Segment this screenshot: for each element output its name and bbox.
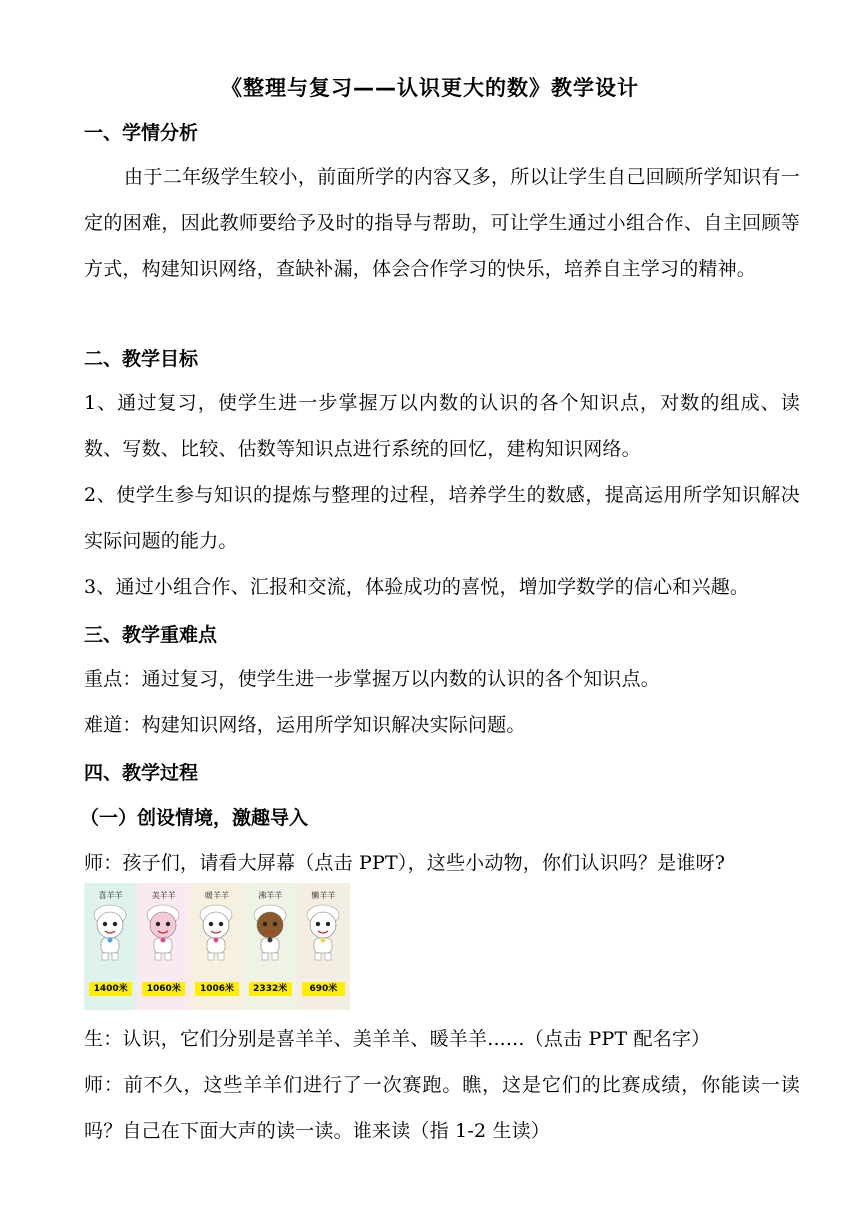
goal-item-2: 2、使学生参与知识的提炼与整理的过程，培养学生的数感，提高运用所学知识解决实际问题的能力。 — [84, 484, 800, 552]
goal-item-1: 1、通过复习，使学生进一步掌握万以内数的认识的各个知识点，对数的组成、读数、写数、比较、估数等知识点进行系统的回忆，建构知识网络。 — [84, 392, 800, 460]
characters-figure — [84, 883, 350, 1010]
analysis-paragraph: 由于二年级学生较小，前面所学的内容又多，所以让学生自己回顾所学知识有一定的困难，因此教师要给予及时的指导与帮助，可让学生通过小组合作、自主回顾等方式，构建知识网络，查缺补漏，体会合作学习的快乐，培养自主学习的精神。 — [84, 166, 800, 280]
character-name: 喜羊羊 — [98, 891, 123, 900]
goal-item-3: 3、通过小组合作、汇报和交流，体验成功的喜悦，增加学数学的信心和兴趣。 — [84, 576, 750, 598]
sheep-character-icon — [88, 901, 133, 963]
section-heading-key-points: 三、教学重难点 — [84, 624, 218, 646]
character-name: 懒羊羊 — [311, 891, 336, 900]
teacher-line-2: 师：前不久，这些羊羊们进行了一次赛跑。瞧，这是它们的比赛成绩，你能读一读吗？自己在下面大声的读一读。谁来读（指 1-2 生读） — [84, 1074, 800, 1142]
sheep-character-icon — [194, 901, 239, 963]
distance-label: 1400米 — [89, 982, 132, 996]
distance-label: 690米 — [302, 982, 345, 996]
section-heading-goals: 二、教学目标 — [84, 348, 199, 370]
sheep-character-icon — [301, 901, 346, 963]
character-card — [84, 883, 137, 1010]
subsection-heading-intro: （一）创设情境，激趣导入 — [80, 807, 309, 829]
sheep-character-icon — [248, 901, 293, 963]
character-card — [190, 883, 243, 1010]
section-heading-analysis: 一、学情分析 — [84, 122, 199, 144]
document-title: 《整理与复习——认识更大的数》教学设计 — [221, 76, 639, 100]
section-heading-process: 四、教学过程 — [84, 762, 199, 784]
sheep-character-icon — [141, 901, 186, 963]
key-point-text: 重点：通过复习，使学生进一步掌握万以内数的认识的各个知识点。 — [84, 668, 661, 690]
distance-label: 1006米 — [195, 982, 238, 996]
character-card — [137, 883, 190, 1010]
character-card — [244, 883, 297, 1010]
teacher-line-1: 师：孩子们，请看大屏幕（点击 PPT），这些小动物，你们认识吗？是谁呀? — [84, 852, 726, 874]
character-name: 沸羊羊 — [258, 891, 283, 900]
difficult-point-text: 难道：构建知识网络，运用所学知识解决实际问题。 — [84, 714, 526, 736]
character-card — [297, 883, 350, 1010]
distance-label: 2332米 — [249, 982, 292, 996]
distance-label: 1060米 — [142, 982, 185, 996]
student-line-1: 生：认识，它们分别是喜羊羊、美羊羊、暖羊羊......（点击 PPT 配名字） — [84, 1028, 711, 1050]
character-name: 暖羊羊 — [205, 891, 229, 900]
character-name: 美羊羊 — [151, 891, 176, 900]
